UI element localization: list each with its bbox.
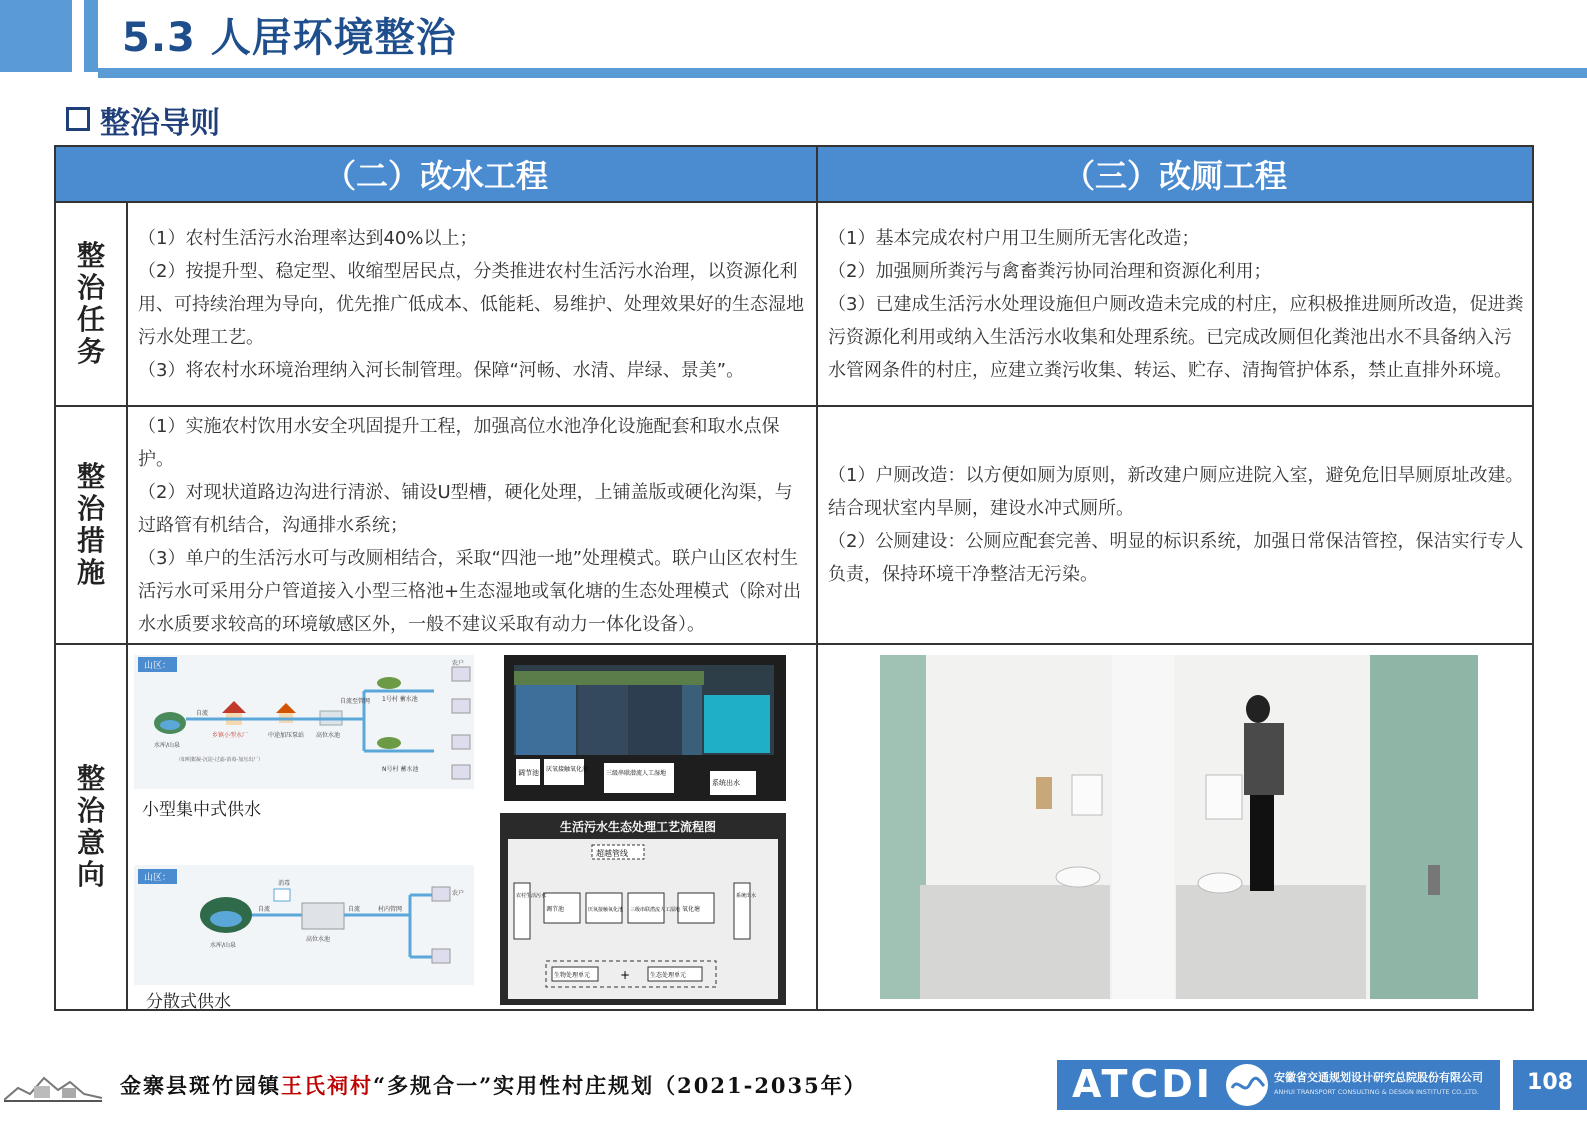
small-central-supply-svg bbox=[134, 655, 474, 789]
flowchart-node-3: 厌氧接触氧化池 bbox=[588, 907, 624, 913]
diag1-label-villageN: N号村 蓄水池 bbox=[382, 766, 419, 773]
caption-dispersed: 分散式供水 bbox=[146, 992, 231, 1012]
footer-project-title: 金寨县斑竹园镇王氏祠村“多规合一”实用性村庄规划（2021-2035年） bbox=[120, 1073, 867, 1098]
col-header-toilet: （三）改厕工程 bbox=[817, 146, 1533, 202]
footer-village-name: 王氏祠村 bbox=[281, 1073, 373, 1098]
diag2-label-source: 水库/山泉 bbox=[210, 942, 237, 949]
wetland-label-4: 系统出水 bbox=[712, 779, 740, 787]
sewage-flowchart-svg bbox=[500, 813, 786, 1005]
company-name-en: ANHUI TRANSPORT CONSULTING & DESIGN INSTITUTE CO.,LTD. bbox=[1274, 1088, 1479, 1096]
square-bullet-icon bbox=[66, 107, 90, 131]
toilet-task-2: （2）加强厕所粪污与禽畜粪污协同治理和资源化利用； bbox=[828, 260, 1272, 282]
flowchart-overflow: 超越管线 bbox=[596, 849, 628, 858]
flowchart-node-4: 三级串联潜流人工湿地 bbox=[630, 907, 681, 913]
flowchart-unit-1: 生物处理单元 bbox=[554, 972, 591, 979]
diag1-label-plant: 乡镇小型水厂 bbox=[212, 732, 249, 739]
sewage-flowchart-photo bbox=[500, 813, 786, 1005]
row-head-measures: 整 治 措 施 bbox=[55, 406, 127, 644]
water-task-3: （3）将农村水环境治理纳入河长制管理。保障“河畅、水清、岸绿、景美”。 bbox=[138, 359, 745, 381]
wetland-photo-svg bbox=[504, 655, 786, 801]
flowchart-title: 生活污水生态处理工艺流程图 bbox=[560, 820, 717, 834]
water-tasks-cell bbox=[127, 202, 817, 406]
toilet-measures-cell bbox=[817, 406, 1533, 644]
wetland-label-2: 厌氧接触氧化池 bbox=[546, 766, 589, 773]
svg-text:+: + bbox=[620, 968, 631, 982]
header-underline bbox=[98, 68, 1587, 78]
water-task-2: （2）按提升型、稳定型、收缩型居民点，分类推进农村生活污水治理，以资源化利用、可持续治理为导向，优先推广低成本、低能耗、易维护、处理效果好的生态湿地污水处理工艺。 bbox=[138, 260, 804, 348]
flowchart-node-6: 系统出水 bbox=[736, 893, 757, 899]
header-accent-stripe bbox=[84, 0, 98, 72]
diag2-label-disinfect: 消毒 bbox=[278, 880, 291, 887]
diag2-label-household: 农户 bbox=[452, 890, 465, 897]
diag2-label-net: 村内管网 bbox=[378, 906, 403, 913]
toilet-photo bbox=[880, 655, 1478, 999]
flowchart-node-1: 农村生活污水 bbox=[516, 893, 547, 899]
row-head-tasks: 整 治 任 务 bbox=[55, 202, 127, 406]
diag1-label-household: 农户 bbox=[452, 660, 465, 667]
guideline-table bbox=[54, 145, 1534, 1011]
page-title: 5.3 人居环境整治 bbox=[122, 15, 457, 61]
water-images-cell bbox=[127, 644, 817, 1010]
diag2-label-flow1: 自流 bbox=[258, 906, 271, 913]
toilet-photo-svg bbox=[880, 655, 1478, 999]
water-measures-cell bbox=[127, 406, 817, 644]
col-header-water: （二）改水工程 bbox=[55, 146, 817, 202]
water-task-1: （1）农村生活污水治理率达到40%以上； bbox=[138, 227, 478, 249]
village-sketch-icon bbox=[4, 1064, 104, 1104]
company-name-cn: 安徽省交通规划设计研究总院股份有限公司 bbox=[1274, 1071, 1483, 1084]
dispersed-supply-diagram bbox=[134, 865, 474, 985]
diag1-label-pump: 中途加压泵站 bbox=[268, 732, 305, 739]
toilet-image-cell bbox=[817, 644, 1533, 1010]
flowchart-unit-2: 生态处理单元 bbox=[650, 972, 687, 979]
diag1-label-process: （如明絮凝-沉淀-过滤-消毒-加压出厂） bbox=[176, 757, 264, 763]
toilet-measure-1: （1）户厕改造：以方便如厕为原则，新改建户厕应进院入室，避免危旧旱厕原址改建。结合现状室内旱厕，建设水冲式厕所。 bbox=[828, 465, 1524, 519]
toilet-tasks-cell bbox=[817, 202, 1533, 406]
diag1-label-tank: 高位水池 bbox=[316, 732, 341, 739]
diag1-label-village1: 1号村 蓄水池 bbox=[382, 696, 418, 703]
diag2-label-tank: 高位水池 bbox=[306, 936, 331, 943]
diag1-label-to-net: 自流至管网 bbox=[340, 698, 371, 705]
diag1-label-source: 水库/山泉 bbox=[154, 742, 181, 749]
wetland-label-3: 三级串联潜流人工湿地 bbox=[606, 770, 667, 777]
company-logo-icon bbox=[1226, 1064, 1268, 1106]
toilet-task-1: （1）基本完成农村户用卫生厕所无害化改造； bbox=[828, 227, 1200, 249]
wetland-photo bbox=[504, 655, 786, 801]
water-measure-3: （3）单户的生活污水可与改厕相结合，采取“四池一地”处理模式。联户山区农村生活污水可采用分户管道接入小型三格池+生态湿地或氧化塘的生态处理模式（除对出水水质要求较高的环境敏感区外，一般不建议采取有动力一体化设备）。 bbox=[138, 547, 802, 635]
page-number: 108 bbox=[1527, 1070, 1573, 1095]
caption-small-central: 小型集中式供水 bbox=[142, 800, 261, 820]
toilet-task-3: （3）已建成生活污水处理设施但户厕改造未完成的村庄，应积极推进厕所改造，促进粪污资源化利用或纳入生活污水收集和处理系统。已完成改厕但化粪池出水不具备纳入污水管网条件的村庄，应建立粪污收集、转运、贮存、清掏管护体系，禁止直排外环境。 bbox=[828, 293, 1524, 381]
diag2-tag: 山区： bbox=[138, 869, 177, 884]
diag2-label-flow2: 自流 bbox=[348, 906, 361, 913]
header-accent-block bbox=[0, 0, 72, 72]
section-title bbox=[66, 98, 220, 142]
small-central-supply-diagram bbox=[134, 655, 474, 789]
water-measure-2: （2）对现状道路边沟进行清淤、铺设U型槽，硬化处理，上铺盖版或硬化沟渠，与过路管有机结合，沟通排水系统； bbox=[138, 481, 793, 536]
toilet-measure-2: （2）公厕建设：公厕应配套完善、明显的标识系统，加强日常保洁管控，保洁实行专人负责，保持环境干净整洁无污染。 bbox=[828, 531, 1524, 585]
company-logo-text: ATCDI bbox=[1072, 1062, 1213, 1106]
diag1-label-flow: 自流 bbox=[196, 710, 209, 717]
water-measure-1: （1）实施农村饮用水安全巩固提升工程，加强高位水池净化设施配套和取水点保护。 bbox=[138, 415, 780, 470]
section-title-text: 整治导则 bbox=[100, 106, 220, 141]
diag1-tag: 山区： bbox=[138, 657, 177, 672]
row-head-intent: 整 治 意 向 bbox=[55, 644, 127, 1010]
dispersed-supply-svg bbox=[134, 865, 474, 985]
flowchart-node-2: 调节池 bbox=[546, 906, 565, 913]
wetland-label-1: 调节池 bbox=[518, 769, 539, 777]
flowchart-node-5: 氧化塘 bbox=[682, 906, 701, 913]
